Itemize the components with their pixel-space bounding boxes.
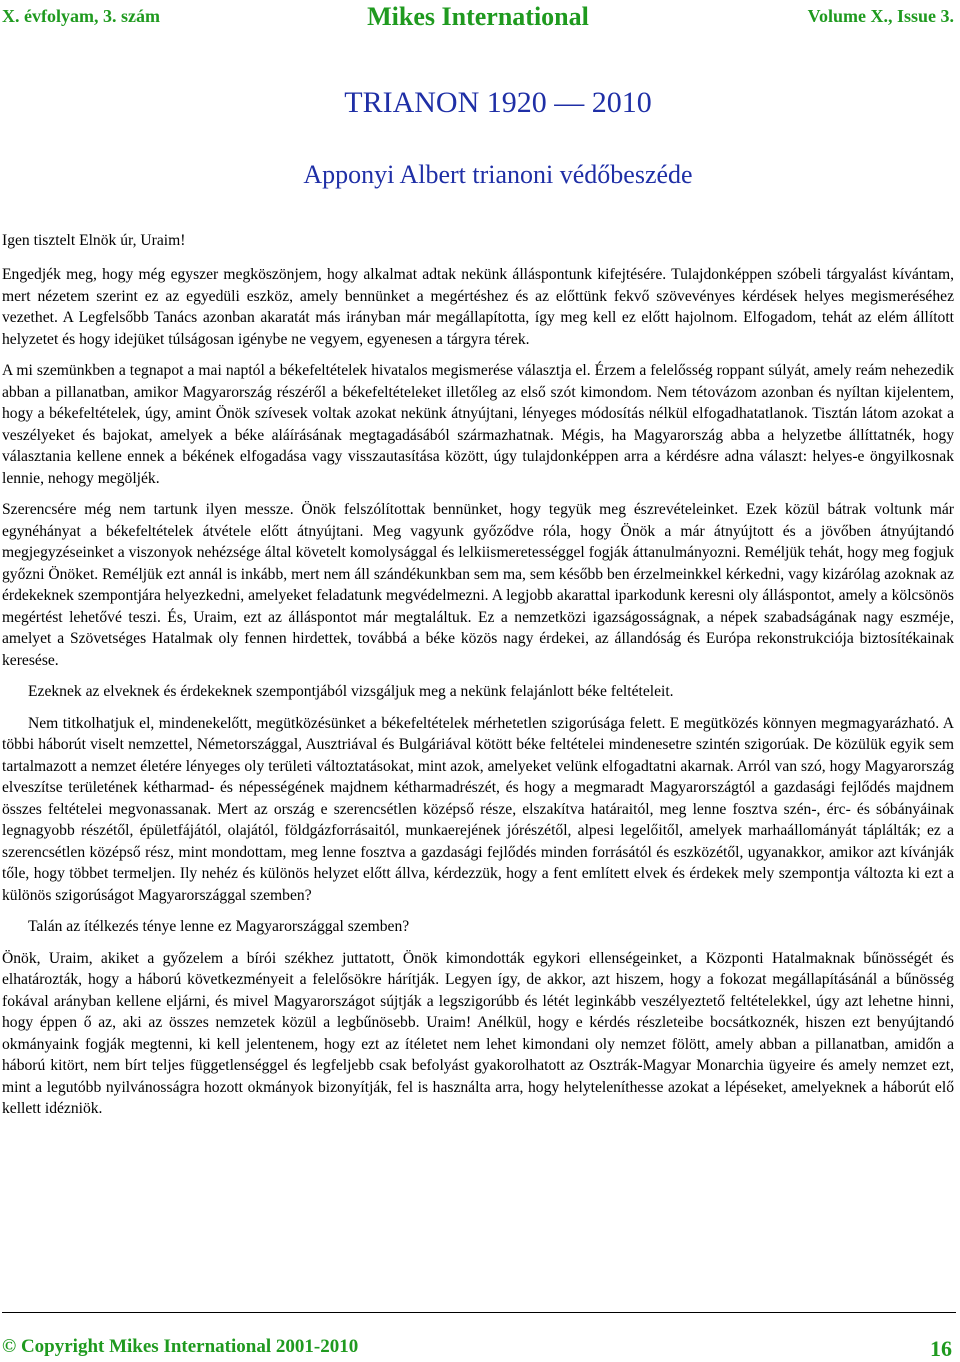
page-number: 16	[930, 1336, 952, 1361]
footer-copyright: © Copyright Mikes International 2001-2010	[2, 1336, 359, 1357]
paragraph-2: A mi szemünkben a tegnapot a mai naptól a békefeltételek hivatalos megismerése választja el. Érzem a felelősség roppant súlyát, amely reám nehezedik abban a pillanatban, amikor Magyarország részéről a békefeltételeket illetőleg az első szót kimondom. Nem tétovázom azonban és nyíltan kijelentem, hogy a békefeltételek, úgy, amint Önök szívesek voltak azokat nekünk átnyújtani, lényeges módosítás nélkül elfogadhatatlanok. Tisztán látom azokat a veszélyeket és bajokat, amelyek a béke aláírásának megtagadásából származhatnak. Mégis, ha Magyarország abba a helyzetbe állíttatnék, hogy választania kellene ennek a békének elfogadása vagy visszautasítása között, úgy tulajdonképpen arra a kérdésre adna választ: helyes-e öngyilkosnak lennie, nehogy megöljék.	[2, 362, 954, 487]
paragraph-5: Nem titkolhatjuk el, mindenekelőtt, megütközésünket a békefeltételek mérhetetlen szigorúsága felett. E megütközés könnyen megmagyarázható. A többi háborút viselt nemzettel, Németországgal, Ausztriával és Bulgáriával kötött béke feltételei mindenesetre szintén szigorúak. De közülük egyik sem tartalmazott a nemzet életére lényeges oly területi változtatásokat, mint azok, amelyeket velünk elfogadtatni akarnak. Arról van szó, hogy Magyarország elveszítse területének kétharmad- és népességének majdnem kétharmadrészét, és hogy a megmaradt Magyarországtól a gazdasági fejlődés majdnem összes feltételei megvonassanak. Mert az ország e szerencsétlen középső része, elszakítva határaitól, meg lenne fosztva szén-, érc- és sóbányáinak legnagyobb részétől, épületfájától, olajától, földgázforrásaitól, munkaerejének jórészétől, alpesi legelőitől, amelyek marhaállományát táplálták; ez a szerencsétlen középső rész, mint mondottam, meg lenne fosztva a gazdasági fejlődés minden forrásától és eszközétől, ugyanakkor, amikor azt kívánják tőle, hogy többet termeljen. Ily nehéz és különös helyzet előtt állva, kérdezzük, hogy a fent említett elvek és érdekek mely szempontja változta ki ezt a különös szigorúságot Magyarországgal szemben?	[2, 714, 954, 904]
greeting: Igen tisztelt Elnök úr, Uraim!	[2, 232, 186, 249]
paragraph-7: Önök, Uraim, akiket a győzelem a bírói székhez juttatott, Önök kimondották egykori ellenségeinket, a Központi Hatalmaknak bűnösségét és elhatározták, hogy a háború következményeit a felelősökre hárítják. Legyen így, de akkor, azt hiszem, hogy a fokozat megállapításánál a bűnösség fokával arányban kellene eljárni, és mivel Magyarországot sújtják a legszigorúbb és létét leginkább veszélyeztető feltételekkel, úgy azt lehetne hinni, hogy éppen ő az, aki az összes nemzetek közül a legbűnösebb. Uraim! Anélkül, hogy e kérdés részleteibe bocsátkoznék, hiszen ezt benyújtandó okmányaink fogják megtenni, ki kell jelentenem, hogy ezt az ítéletet nem lehet kimondani oly nemzet fölött, amely abban a pillanatban, amidőn a háború kitört, nem bírt teljes függetlenséggel és legfeljebb csak befolyást gyakorolhatott az Osztrák-Magyar Monarchia ügyeire és amely nemzet ezt, mint a legutóbb nyilvánosságra hozott okmányok bizonyítják, fel is használta arra, hogy helyteleníthesse azokat a lépéseket, amelyeknek a háborút elő kellett idézniök.	[2, 949, 954, 1117]
header-issue-english: Volume X., Issue 3.	[807, 6, 954, 26]
paragraph-4: Ezeknek az elveknek és érdekeknek szempontjából vizsgáljuk meg a nekünk felajánlott béke feltételeit.	[28, 683, 674, 700]
paragraph-6: Talán az ítélkezés ténye lenne ez Magyarországgal szemben?	[28, 918, 410, 935]
paragraph-3: Szerencsére még nem tartunk ilyen messze. Önök felszólítottak bennünket, hogy tegyük meg észrevételeinket. Ezek közül bátrak voltunk már egynéhányat a békefeltételek átvétele előtt átnyújtani. Meg vagyunk győződve róla, hogy Önök a már átnyújtott és a jövőben átnyújtandó megjegyzéseinket a viszonyok nehézsége által követelt komolysággal és lelkiismeretességgel fogják áttanulmányozni. Reméljük tehát, hogy meg fogjuk győzni Önöket. Reméljük ezt annál is inkább, mert nem áll szándékunkban sem ma, sem később ben érzelmeinkkel kérkedni, vagy kizárólag azoknak az érdekeknek szempontjára helyezkedni, amelyeket feladatunk megvédelmezni. A legjobb akarattal iparkodunk keresni oly álláspontot, amely a kölcsönös megértést lehetővé teszi. És, Uraim, ezt az álláspontot már megtaláltuk. Ez a nemzetközi igazságosságnak, a népek szabadságának nagy eszméje, amelyet a Szövetséges Hatalmak oly fennen hirdettek, továbbá a béke közös nagy érdekei, az állandóság és Európa rekonstrukciója biztosítékainak keresése.	[2, 501, 954, 669]
header-issue-hungarian: X. évfolyam, 3. szám	[2, 6, 160, 26]
article-title: TRIANON 1920 — 2010	[344, 86, 652, 119]
running-header	[2, 2, 954, 36]
article-body	[2, 264, 954, 1130]
footer-divider	[2, 1312, 956, 1313]
header-journal-name: Mikes International	[367, 2, 589, 31]
article-subtitle: Apponyi Albert trianoni védőbeszéde	[303, 160, 693, 189]
paragraph-1: Engedjék meg, hogy még egyszer megköszönjem, hogy alkalmat adtak nekünk álláspontunk kifejtésére. Tulajdonképpen szóbeli tárgyalást kívántam, mert nézetem szerint ez az egyedüli eszköz, amely bennünket a megértéshez és az előttünk fekvő szövevényes kérdések helyes megismeréséhez vezethet. A Legfelsőbb Tanács azonban akaratát más irányban már megállapította, így meg kell ez előtt hajolnom. Elfogadom, tehát az elém állított helyzetet és hogy idejüket túlságosan igénybe ne vegyem, egyenesen a tárgyra térek.	[2, 266, 954, 348]
